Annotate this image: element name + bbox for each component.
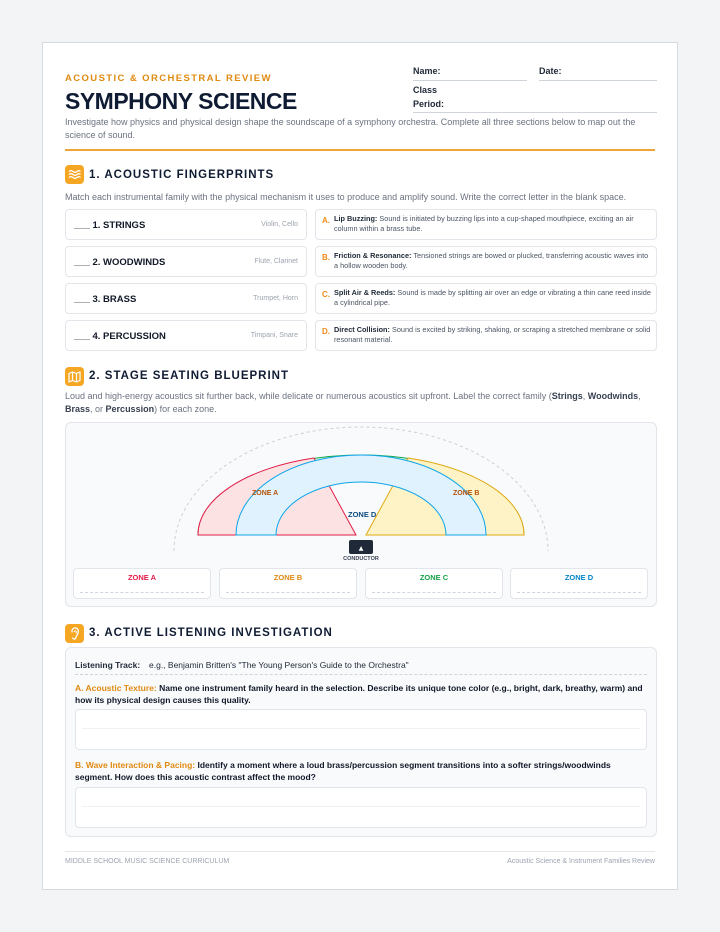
zone-card-a[interactable] — [73, 568, 211, 599]
zone-label: ZONE C — [419, 573, 449, 582]
family-row[interactable] — [65, 320, 307, 351]
family-row[interactable] — [65, 209, 307, 240]
mechanism-term: Lip Buzzing: — [334, 214, 378, 223]
desc-sep: , or — [90, 404, 106, 414]
family-examples: Timpani, Snare — [250, 332, 298, 339]
zone-label: ZONE D — [564, 573, 594, 582]
mechanism-card — [315, 283, 657, 314]
mechanism-text — [334, 325, 652, 345]
question-a-tag: A. Acoustic Texture: — [75, 683, 157, 693]
arc-label-b: ZONE B — [453, 490, 480, 497]
mechanism-desc: Sound is excited by striking, shaking, or scraping a stretched membrane or solid resonant material. — [334, 325, 651, 344]
family-row[interactable] — [65, 246, 307, 277]
mechanism-term: Direct Collision: — [334, 325, 390, 334]
answer-box-a[interactable] — [75, 709, 647, 750]
map-icon — [65, 367, 84, 386]
mechanism-letter: C. — [322, 290, 330, 299]
desc-part: Loud and high-energy acoustics sit further back, while delicate or numerous acoustics sit upfront. Label the correct family ( — [65, 391, 552, 401]
track-label: Listening Track: — [75, 660, 141, 670]
eyebrow: ACOUSTIC & ORCHESTRAL REVIEW — [65, 73, 272, 84]
family-examples: Trumpet, Horn — [253, 295, 298, 302]
footer-left: MIDDLE SCHOOL MUSIC SCIENCE CURRICULUM — [65, 858, 230, 865]
family-label: ___ 3. BRASS — [74, 294, 137, 305]
mechanism-term: Friction & Resonance: — [334, 251, 412, 260]
date-line[interactable] — [539, 80, 657, 81]
conductor-mark: ▲ — [358, 545, 364, 552]
question-b-tag: B. Wave Interaction & Pacing: — [75, 760, 196, 770]
mechanism-card — [315, 246, 657, 277]
question-a — [75, 682, 647, 706]
class-label: Class — [413, 85, 438, 95]
zone-label: ZONE B — [273, 573, 303, 582]
question-b — [75, 759, 647, 783]
answer-box-b[interactable] — [75, 787, 647, 828]
name-label: Name: — [413, 66, 441, 76]
desc-part: ) for each zone. — [154, 404, 217, 414]
family-option: Brass — [65, 404, 91, 414]
answer-line — [226, 592, 350, 593]
section-1-title: 1. ACOUSTIC FINGERPRINTS — [89, 169, 275, 181]
period-label: Period: — [413, 99, 445, 109]
footer-right: Acoustic Science & Instrument Families Review — [507, 858, 655, 865]
zone-card-b[interactable] — [219, 568, 357, 599]
family-option: Woodwinds — [587, 391, 639, 401]
mechanism-letter: B. — [322, 253, 330, 262]
question-a-text: Name one instrument family heard in the selection. Describe its unique tone color (e.g., bright, dark, breathy, warm) and how its physical design causes this quality. — [75, 683, 643, 705]
mechanism-text — [334, 214, 652, 234]
family-row[interactable] — [65, 283, 307, 314]
mechanism-card — [315, 320, 657, 351]
section-2-title: 2. STAGE SEATING BLUEPRINT — [89, 370, 290, 382]
desc-sep: , — [638, 391, 641, 401]
ear-icon — [65, 624, 84, 643]
mechanism-letter: A. — [322, 216, 330, 225]
stage-blueprint — [65, 422, 657, 607]
answer-line — [82, 728, 640, 729]
footer-divider — [65, 851, 655, 852]
section-1-desc: Match each instrumental family with the physical mechanism it uses to produce and amplify sound. Write the correct letter in the blank space. — [65, 192, 627, 202]
desc-sep: , — [582, 391, 588, 401]
family-label: ___ 1. STRINGS — [74, 220, 146, 231]
family-option: Percussion — [105, 404, 155, 414]
date-label: Date: — [539, 66, 562, 76]
mechanism-letter: D. — [322, 327, 330, 336]
mechanism-card — [315, 209, 657, 240]
waves-icon — [65, 165, 84, 184]
mechanism-desc: Sound is made by splitting air over an edge or vibrating a thin cane reed inside a cylindrical pipe. — [334, 288, 651, 307]
mechanism-desc: Sound is initiated by buzzing lips into a cup-shaped mouthpiece, exciting an air column within a brass tube. — [334, 214, 634, 233]
intro-text: Investigate how physics and physical design shape the soundscape of a symphony orchestra. Complete all three sections below to map out the science of sound. — [65, 117, 636, 140]
arc-label-d: ZONE D — [348, 510, 377, 519]
section-3-title: 3. ACTIVE LISTENING INVESTIGATION — [89, 627, 333, 639]
answer-line — [82, 806, 640, 807]
mechanism-desc: Tensioned strings are bowed or plucked, transferring acoustic waves into a hollow wooden body. — [334, 251, 649, 270]
family-examples: Flute, Clarinet — [254, 258, 298, 265]
zone-card-c[interactable] — [365, 568, 503, 599]
name-line[interactable] — [413, 80, 527, 81]
answer-line — [80, 592, 204, 593]
zone-card-d[interactable] — [510, 568, 648, 599]
worksheet-page — [42, 42, 678, 890]
conductor-label: CONDUCTOR — [343, 556, 379, 562]
question-b-text: Identify a moment where a loud brass/percussion segment transitions into a softer strings/woodwinds segment. How does this acoustic contrast affect the mood? — [75, 760, 611, 782]
family-label: ___ 4. PERCUSSION — [74, 331, 166, 342]
track-value[interactable]: e.g., Benjamin Britten's "The Young Person's Guide to the Orchestra" — [149, 660, 409, 670]
arc-label-a: ZONE A — [252, 490, 279, 497]
answer-line — [372, 592, 496, 593]
family-examples: Violin, Cello — [261, 221, 298, 228]
mechanism-text — [334, 288, 652, 308]
section-2-desc — [65, 390, 659, 416]
page-content — [65, 43, 655, 889]
zone-label: ZONE A — [127, 573, 157, 582]
family-option: Strings — [551, 391, 583, 401]
listening-box — [65, 647, 657, 837]
track-divider — [75, 674, 647, 675]
class-period-line[interactable] — [413, 112, 657, 113]
stage-diagram — [66, 423, 656, 563]
page-title: SYMPHONY SCIENCE — [65, 88, 297, 114]
family-label: ___ 2. WOODWINDS — [74, 257, 166, 268]
mechanism-term: Split Air & Reeds: — [334, 288, 396, 297]
mechanism-text — [334, 251, 652, 271]
header-divider — [65, 149, 655, 151]
answer-line — [517, 592, 641, 593]
